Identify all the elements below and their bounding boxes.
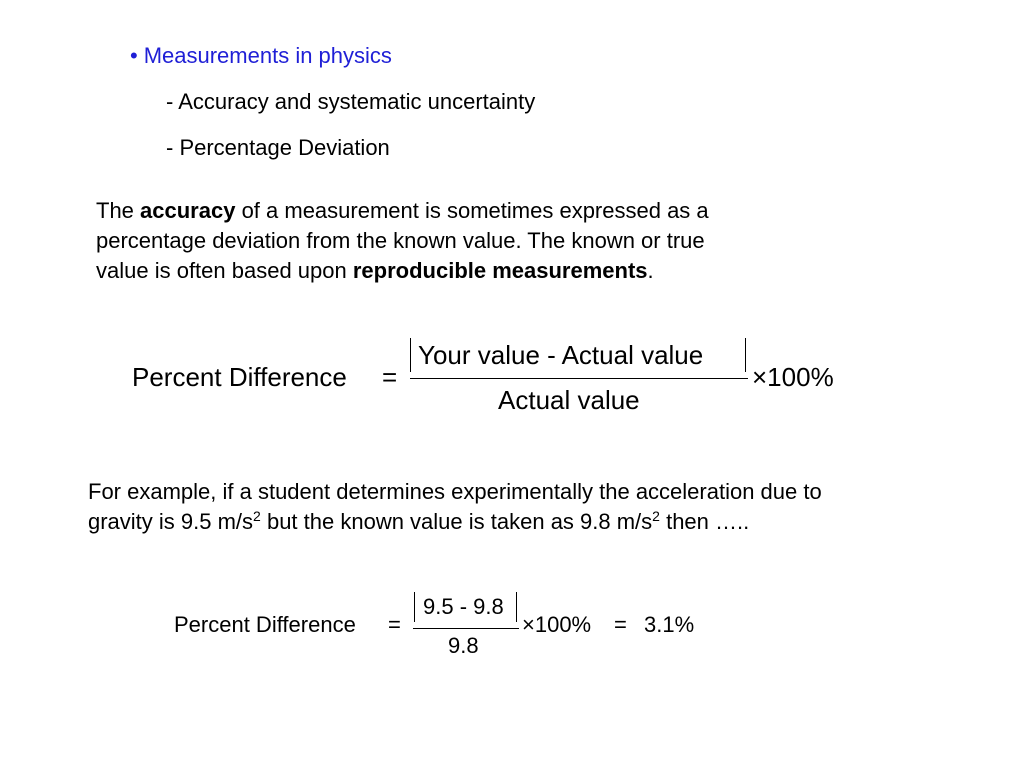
bold-term-reproducible: reproducible measurements — [352, 258, 648, 283]
sub-item-accuracy: - Accuracy and systematic uncertainty — [166, 89, 536, 114]
bold-term-accuracy: accuracy — [140, 198, 236, 223]
superscript: 2 — [652, 508, 660, 524]
superscript: 2 — [253, 508, 261, 524]
paragraph-text: The — [96, 198, 141, 223]
formula1-abs-bar-right — [745, 338, 746, 372]
example-text: but the known value is taken as 9.8 m/s — [260, 509, 653, 534]
example-line-1: For example, if a student determines experimentally the acceleration due to — [88, 479, 822, 504]
formula2-label: Percent Difference — [174, 612, 356, 637]
sub-item-percentage-deviation: - Percentage Deviation — [166, 135, 390, 160]
formula1-fraction-bar — [410, 378, 748, 379]
formula1-numerator: Your value - Actual value — [418, 340, 704, 370]
formula2-fraction-bar — [413, 628, 519, 629]
formula2-denominator: 9.8 — [448, 633, 479, 658]
slide-title — [130, 42, 392, 70]
paragraph-line-3 — [96, 256, 654, 286]
paragraph-text: of a measurement is sometimes expressed as a — [235, 198, 709, 223]
formula1-times-100: ×100% — [752, 362, 834, 392]
formula2-equals: = — [388, 612, 401, 637]
formula1-abs-bar-left — [410, 338, 411, 372]
paragraph-text: value is often based upon — [96, 258, 353, 283]
formula2-times-100: ×100% — [522, 612, 592, 637]
formula1-denominator: Actual value — [498, 385, 640, 415]
formula1-label: Percent Difference — [132, 362, 347, 392]
slide-title-text: Measurements in physics — [143, 43, 392, 68]
formula2-abs-bar-right — [516, 592, 517, 622]
paragraph-line-2: percentage deviation from the known value. The known or true — [96, 228, 705, 253]
formula2-numerator: 9.5 - 9.8 — [423, 594, 504, 619]
formula2-result: 3.1% — [644, 612, 695, 637]
formula1-equals: = — [382, 362, 398, 392]
bullet-icon: • — [130, 43, 138, 68]
formula2-equals-result: = — [614, 612, 627, 637]
example-text: then ….. — [659, 509, 750, 534]
example-text: gravity is 9.5 m/s — [88, 509, 254, 534]
paragraph-line-1 — [96, 196, 709, 226]
example-line-2 — [88, 507, 749, 537]
paragraph-text: . — [647, 258, 654, 283]
formula2-abs-bar-left — [414, 592, 415, 622]
